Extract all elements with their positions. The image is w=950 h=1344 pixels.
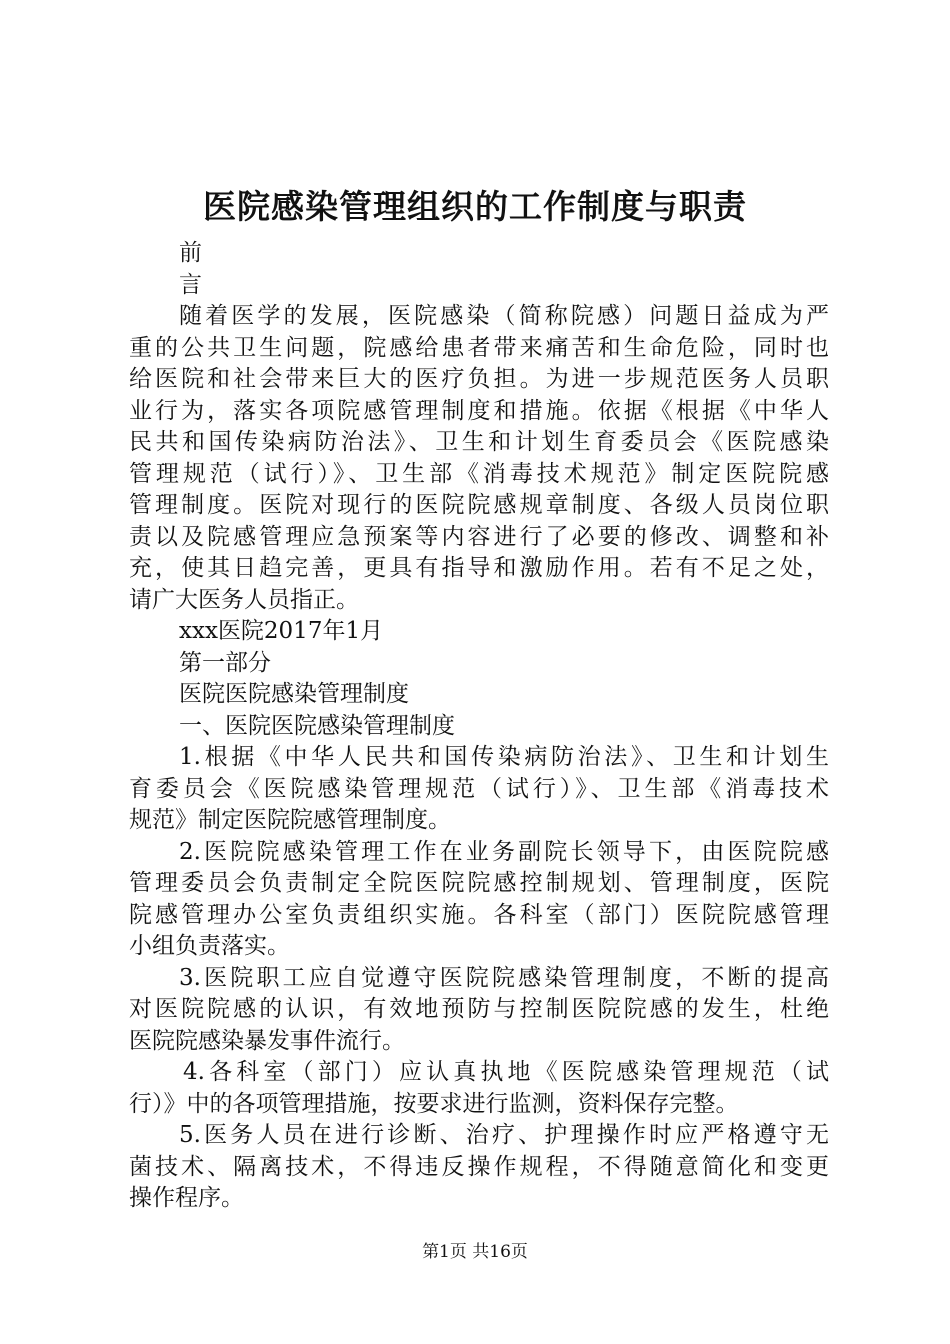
preface-line: 管理规范（试行）》、卫生部《消毒技术规范》制定医院院感 bbox=[129, 460, 829, 487]
preface-line: 充，使其日趋完善，更具有指导和激励作用。若有不足之处， bbox=[129, 555, 829, 581]
preface-heading-char-1: 前 bbox=[179, 240, 202, 266]
item-3-line: 对医院院感的认识，有效地预防与控制医院院感的发生，杜绝 bbox=[129, 996, 829, 1022]
item-2-line: 2.医院院感染管理工作在业务副院长领导下，由医院院感 bbox=[179, 838, 829, 865]
preface-line: 重的公共卫生问题，院感给患者带来痛苦和生命危险，同时也 bbox=[129, 334, 829, 361]
preface-line: 民共和国传染病防治法》、卫生和计划生育委员会《医院感染 bbox=[129, 429, 829, 455]
item-2-line: 管理委员会负责制定全院医院院感控制规划、管理制度，医院 bbox=[129, 870, 829, 896]
item-1-line: 育委员会《医院感染管理规范（试行）》、卫生部《消毒技术 bbox=[129, 775, 829, 802]
preface-line: 请广大医务人员指正。 bbox=[129, 586, 359, 613]
item-5-line: 5.医务人员在进行诊断、治疗、护理操作时应严格遵守无 bbox=[179, 1122, 829, 1148]
item-2-line: 小组负责落实。 bbox=[129, 933, 290, 959]
item-4-line: 行）》中的各项管理措施，按要求进行监测，资料保存完整。 bbox=[129, 1090, 739, 1117]
preface-line: 业行为，落实各项院感管理制度和措施。依据《根据《中华人 bbox=[129, 397, 829, 424]
preface-heading-char-2: 言 bbox=[179, 271, 202, 298]
section-heading: 一、医院医院感染管理制度 bbox=[179, 712, 455, 739]
item-3-line: 医院院感染暴发事件流行。 bbox=[129, 1027, 405, 1054]
item-4-line: 4.各科室（部门）应认真执地《医院感染管理规范（试 bbox=[183, 1059, 829, 1085]
document-body bbox=[129, 238, 829, 1215]
item-3-line: 3.医院职工应自觉遵守医院院感染管理制度，不断的提高 bbox=[179, 964, 829, 991]
item-1-line: 规范》制定医院院感管理制度。 bbox=[129, 807, 451, 833]
part-heading: 第一部分 bbox=[179, 649, 271, 676]
item-1-line: 1.根据《中华人民共和国传染病防治法》、卫生和计划生 bbox=[179, 744, 829, 770]
page-number: 第1页 共16页 bbox=[422, 1242, 528, 1262]
signature: xxx医院2017年1月 bbox=[179, 618, 384, 644]
preface-line: 给医院和社会带来巨大的医疗负担。为进一步规范医务人员职 bbox=[129, 366, 829, 392]
preface-line: 管理制度。医院对现行的医院院感规章制度、各级人员岗位职 bbox=[129, 492, 829, 518]
part-title: 医院医院感染管理制度 bbox=[179, 681, 409, 707]
item-5-line: 操作程序。 bbox=[129, 1185, 244, 1211]
preface-line: 责以及院感管理应急预案等内容进行了必要的修改、调整和补 bbox=[129, 523, 829, 550]
item-2-line: 院感管理办公室负责组织实施。各科室（部门）医院院感管理 bbox=[129, 901, 829, 928]
item-5-line: 菌技术、隔离技术，不得违反操作规程，不得随意简化和变更 bbox=[129, 1153, 829, 1180]
preface-line: 随着医学的发展，医院感染（简称院感）问题日益成为严 bbox=[179, 303, 829, 329]
document-title: 医院感染管理组织的工作制度与职责 bbox=[203, 187, 747, 226]
